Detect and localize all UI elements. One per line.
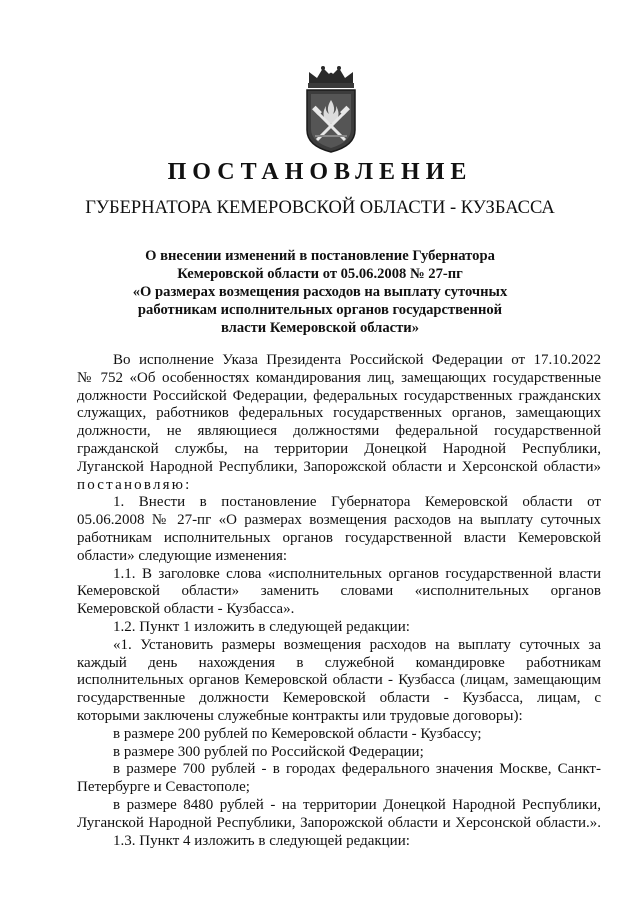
heading-line: власти Кемеровской области»: [220, 320, 420, 336]
body-line: постановляю:: [77, 476, 192, 493]
document-body: [77, 352, 601, 850]
body-line: в размере 700 рублей - в городах федерального значения Москве, Санкт-: [113, 761, 601, 778]
body-line: должности, не являющиеся должностями федеральной государственной: [77, 423, 601, 440]
body-line: в размере 200 рублей по Кемеровской области - Кузбассу;: [113, 725, 482, 742]
body-line: каждый день нахождения в служебной командировке работникам: [77, 654, 601, 671]
heading-line: О внесении изменений в постановление Губернатора: [145, 248, 495, 264]
kuzbass-coat-of-arms-icon: [299, 64, 363, 154]
body-line: 05.06.2008 № 27-пг «О размерах возмещения расходов на выплату суточных: [77, 512, 601, 529]
body-line: «1. Установить размеры возмещения расходов на выплату суточных за: [113, 636, 601, 653]
body-line: в размере 8480 рублей - на территории Донецкой Народной Республики,: [113, 796, 601, 813]
body-line: 1.3. Пункт 4 изложить в следующей редакции:: [113, 832, 410, 849]
body-line: 1.1. В заголовке слова «исполнительных органов государственной власти: [113, 565, 601, 582]
body-line: Петербурге и Севастополе;: [77, 779, 250, 796]
heading-line: Кемеровской области от 05.06.2008 № 27-пг: [177, 266, 463, 282]
body-line: в размере 300 рублей по Российской Федерации;: [113, 743, 424, 760]
body-line: 1.2. Пункт 1 изложить в следующей редакции:: [113, 618, 410, 635]
document-subtitle: ГУБЕРНАТОРА КЕМЕРОВСКОЙ ОБЛАСТИ - КУЗБАССА: [85, 198, 555, 218]
body-line: 1. Внести в постановление Губернатора Кемеровской области от: [113, 494, 601, 511]
heading-line: работникам исполнительных органов государственной: [137, 302, 503, 318]
body-line: № 752 «Об особенностях командирования лиц, замещающих государственные: [77, 369, 601, 386]
body-line: исполнительных органов Кемеровской области - Кузбасса (лицам, замещающим: [77, 672, 601, 689]
document-heading: [100, 247, 540, 337]
body-line: Во исполнение Указа Президента Российской Федерации от 17.10.2022: [113, 352, 601, 368]
body-line: работникам исполнительных органов государственной власти Кемеровской: [77, 529, 601, 546]
body-line: Луганской Народной Республики, Запорожской области и Херсонской области»: [77, 458, 601, 475]
body-line: которыми заключены служебные контракты или трудовые договоры):: [77, 707, 523, 724]
body-line: гражданской службы, на территории Донецкой Народной Республики,: [77, 440, 601, 457]
body-line: служащих, работников федеральных государственных органов, замещающих: [77, 405, 601, 422]
body-line: Кемеровской области» заменить словами «исполнительных органов: [77, 583, 601, 600]
body-line: государственные должности Кемеровской области - Кузбасса, лицам, с: [77, 690, 601, 707]
document-title: ПОСТАНОВЛЕНИЕ: [167, 159, 473, 185]
heading-line: «О размерах возмещения расходов на выплату суточных: [132, 284, 508, 300]
body-line: области» следующие изменения:: [77, 547, 288, 564]
body-line: Кемеровской области - Кузбасса».: [77, 601, 295, 618]
body-line: Луганской Народной Республики, Запорожской области и Херсонской области.».: [77, 814, 601, 831]
body-line: должности Российской Федерации, федеральных государственных гражданских: [77, 387, 601, 404]
